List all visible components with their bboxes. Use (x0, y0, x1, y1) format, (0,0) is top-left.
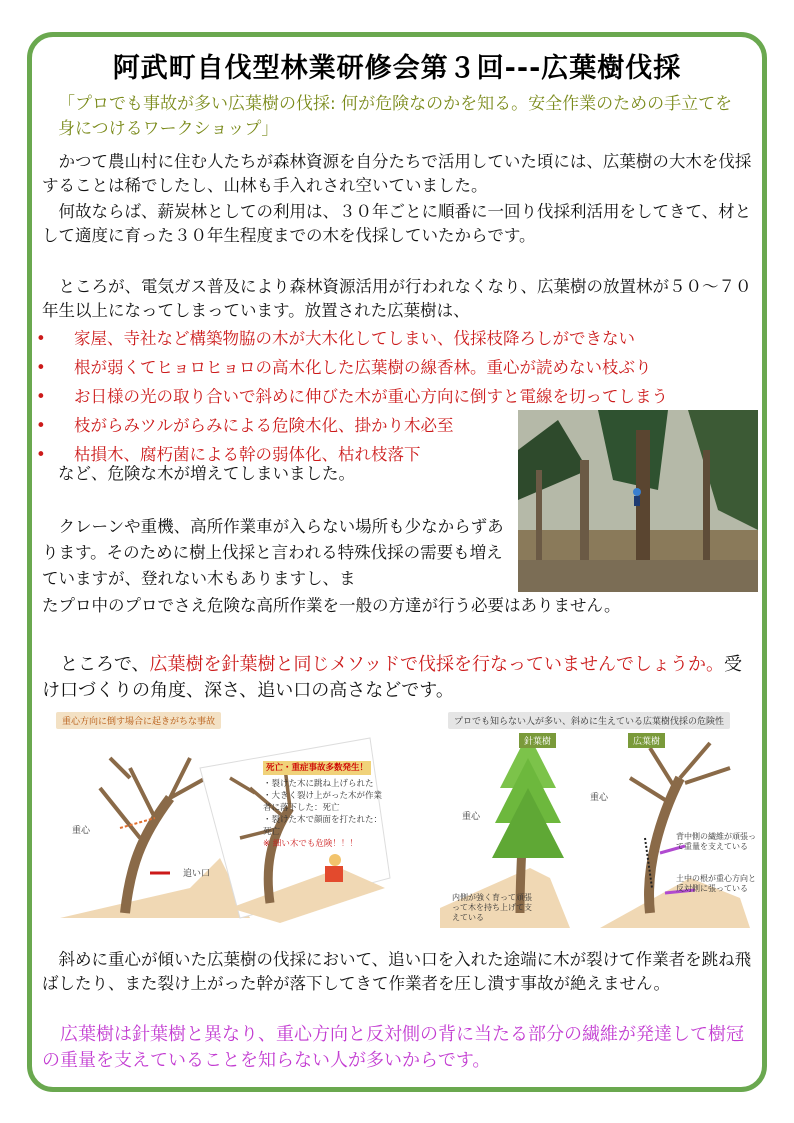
bullet-item: • 枝がらみツルがらみによる危険木化、掛かり木必至 (36, 416, 454, 435)
broadleaf-center-label: 重心 (590, 793, 609, 803)
paragraph-7: 斜めに重心が傾いた広葉樹の伐採において、追い口を入れた途端に木が裂けて作業者を跳ね飛ばしたり、また裂け上がった幹が落下してきて作業者を圧し潰す事故が絶えません。 (42, 950, 752, 993)
broadleaf-tag: 広葉樹 (628, 733, 665, 748)
figure-left-center-label: 重心 (72, 826, 91, 836)
paragraph-4: など、危険な木が増えてしまいました。 (58, 464, 355, 483)
root-note: 土中の根が重心方向と反対側に張っている (676, 874, 756, 893)
paragraph-6: ところで、広葉樹を針葉樹と同じメソッドで伐採を行なっていませんでしょうか。受け口づくりの角度、深さ、追い口の高さなどです。 (42, 654, 743, 701)
page-title: 阿武町自伐型林業研修会第３回---広葉樹伐採 (112, 53, 682, 84)
bullet-item: • 家屋、寺社など構築物脇の木が大木化してしまい、伐採枝降ろしができない (36, 329, 635, 348)
conifer-center-label: 重心 (462, 812, 481, 822)
bullet-item: • 枯損木、腐朽菌による幹の弱体化、枯れ枝落下 (36, 445, 421, 464)
paragraph-5b: たプロ中のプロでさえ危険な高所作業を一般の方達が行う必要はありません。 (42, 596, 621, 615)
paragraph-8: 広葉樹は針葉樹と異なり、重心方向と反対側の背に当たる部分の繊維が発達して樹冠の重量を支えていることを知らない人が多いからです。 (42, 1024, 744, 1071)
figure-left-cut-label: 追い口 (183, 869, 211, 879)
tree-climber-photo (518, 410, 758, 592)
conifer-tag: 針葉樹 (519, 733, 556, 748)
paragraph-5a: クレーンや重機、高所作業車が入らない場所も少なからずあります。そのために樹上伐採と言われる特殊伐採の需要も増えていますが、登れない木もありますし、ま (42, 517, 504, 588)
paragraph-3: ところが、電気ガス普及により森林資源活用が行われなくなり、広葉樹の放置林が５０～７０年生以上になってしまっています。放置された広葉樹は、 (42, 277, 752, 320)
inner-growth-note: 内側が強く育って頑張って木を持ち上げて支えている (452, 893, 532, 922)
accident-warning: 死亡・重症事故多数発生！ ・裂けた木に跳ね上げられた ・大きく裂け上がった木が作業者に落下した：死亡 ・裂けた木で顔面を打たれた：死亡 ※ 細い木でも危険！！！ (263, 763, 383, 849)
figure-right-label: プロでも知らない人が多い、斜めに生えている広葉樹伐採の危険性 (448, 712, 730, 729)
paragraph-2: 何故ならば、薪炭林としての利用は、３０年ごとに順番に一回り伐採利活用をしてきて、材として適度に育った３０年生程度までの木を伐採していたからです。 (42, 202, 752, 245)
figure-left-label: 重心方向に倒す場合に起きがちな事故 (56, 712, 221, 729)
subtitle: 「プロでも事故が多い広葉樹の伐採: 何が危険なのかを知る。安全作業のための手立てを身につけるワークショップ」 (58, 94, 733, 139)
paragraph-1: かつて農山村に住む人たちが森林資源を自分たちで活用していた頃には、広葉樹の大木を伐採することは稀でしたし、山林も手入れされ空いていました。 (42, 152, 752, 195)
back-fiber-note: 背中側の繊維が頑張って重量を支えている (676, 832, 756, 851)
bullet-item: • 根が弱くてヒョロヒョロの高木化した広葉樹の線香林。重心が読めない枝ぶり (36, 358, 652, 377)
bullet-item: • お日様の光の取り合いで斜めに伸びた木が重心方向に倒すと電線を切ってしまう (36, 387, 668, 406)
